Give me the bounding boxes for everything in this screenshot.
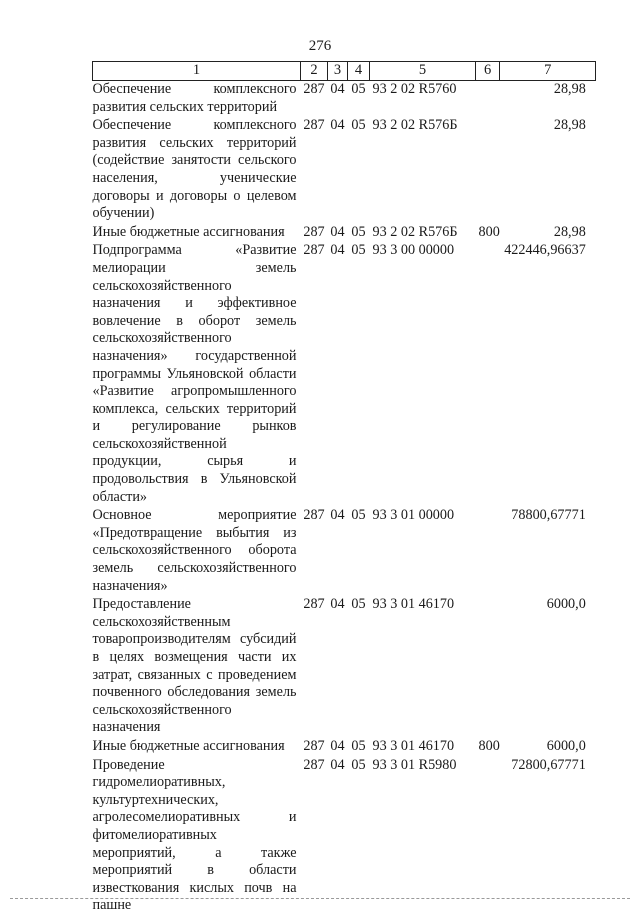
row-name: Обеспечение комплексного развития сельских территорий (содействие занятости сельского населения, ученические договоры и договоры о целевом обучении) xyxy=(92,117,297,222)
row-subsection-code: 05 xyxy=(351,596,366,613)
table-row xyxy=(93,596,596,738)
column-header: 1 xyxy=(93,62,301,81)
column-header: 3 xyxy=(328,62,348,81)
row-ministry-code: 287 xyxy=(303,117,325,134)
table-row xyxy=(93,224,596,243)
row-amount: 28,98 xyxy=(553,81,586,97)
column-header: 7 xyxy=(500,62,596,81)
column-header: 2 xyxy=(301,62,328,81)
table-row xyxy=(93,81,596,118)
row-section-code: 04 xyxy=(330,507,345,524)
row-section-code: 04 xyxy=(330,242,345,259)
row-ministry-code: 287 xyxy=(303,81,325,97)
row-expense-type xyxy=(476,596,500,738)
row-expense-type: 800 xyxy=(478,737,500,754)
row-amount: 72800,67771 xyxy=(511,756,586,773)
row-section-code: 04 xyxy=(330,81,345,97)
header-row xyxy=(93,62,596,81)
row-expense-type: 800 xyxy=(478,223,500,240)
row-expense-type xyxy=(476,117,500,224)
row-target-code: 93 2 02 R5760 xyxy=(372,81,457,97)
row-expense-type xyxy=(476,757,500,916)
row-subsection-code: 05 xyxy=(351,756,366,773)
row-name: Обеспечение комплексного развития сельских территорий xyxy=(92,81,297,115)
row-name: Иные бюджетные ассигнования xyxy=(92,223,285,240)
row-subsection-code: 05 xyxy=(351,81,366,97)
row-amount: 6000,0 xyxy=(546,596,586,613)
row-amount: 422446,96637 xyxy=(504,242,586,259)
row-target-code: 93 3 01 R5980 xyxy=(372,756,457,773)
row-subsection-code: 05 xyxy=(351,242,366,259)
row-section-code: 04 xyxy=(330,117,345,134)
row-expense-type xyxy=(476,81,500,118)
budget-table xyxy=(92,61,596,916)
row-target-code: 93 2 02 R576Б xyxy=(372,223,458,240)
column-header: 4 xyxy=(348,62,370,81)
row-ministry-code: 287 xyxy=(303,756,325,773)
row-amount: 28,98 xyxy=(553,117,586,134)
row-section-code: 04 xyxy=(330,596,345,613)
row-subsection-code: 05 xyxy=(351,117,366,134)
row-name: Основное мероприятие «Предотвращение выбытия из сельскохозяйственного оборота земель сельскохозяйственного назначения» xyxy=(92,507,297,594)
column-header: 5 xyxy=(370,62,476,81)
table-row xyxy=(93,117,596,224)
row-subsection-code: 05 xyxy=(351,507,366,524)
row-ministry-code: 287 xyxy=(303,242,325,259)
row-name: Подпрограмма «Развитие мелиорации земель сельскохозяйственного назначения и эффективное вовлечение в оборот земель сельскохозяйственного назначения» государственной программы Ульяновской области «Развитие агропромышленного комплекса, сельских территорий и регулирование рынков сельскохозяйственной продукции, сырья и продовольствия в Ульяновской области» xyxy=(92,242,297,505)
row-expense-type xyxy=(476,242,500,507)
row-name: Предоставление сельскохозяйственным товаропроизводителям субсидий в целях возмещения части их затрат, связанных с проведением почвенного обследования земель сельскохозяйственного назначения xyxy=(92,596,297,736)
row-ministry-code: 287 xyxy=(303,596,325,613)
row-target-code: 93 2 02 R576Б xyxy=(372,117,458,134)
row-ministry-code: 287 xyxy=(303,507,325,524)
row-amount: 28,98 xyxy=(553,223,586,240)
row-amount: 78800,67771 xyxy=(511,507,586,524)
row-amount: 6000,0 xyxy=(546,737,586,754)
row-section-code: 04 xyxy=(330,737,345,754)
table-row xyxy=(93,738,596,757)
row-name: Иные бюджетные ассигнования xyxy=(92,737,285,754)
row-target-code: 93 3 01 00000 xyxy=(372,507,455,524)
scan-edge-divider xyxy=(10,898,630,899)
row-ministry-code: 287 xyxy=(303,223,325,240)
row-subsection-code: 05 xyxy=(351,737,366,754)
row-target-code: 93 3 01 46170 xyxy=(372,596,455,613)
row-subsection-code: 05 xyxy=(351,223,366,240)
row-expense-type xyxy=(476,507,500,596)
row-target-code: 93 3 00 00000 xyxy=(372,242,455,259)
row-section-code: 04 xyxy=(330,223,345,240)
table-row xyxy=(93,757,596,916)
column-header: 6 xyxy=(476,62,500,81)
table-row xyxy=(93,242,596,507)
row-ministry-code: 287 xyxy=(303,737,325,754)
row-section-code: 04 xyxy=(330,756,345,773)
row-target-code: 93 3 01 46170 xyxy=(372,737,455,754)
row-name: Проведение гидромелиоративных, культуртехнических, агролесомелиоративных и фитомелиоративных мероприятий, а также мероприятий в области известкования кислых почв на пашне xyxy=(92,756,297,914)
page-number: 276 xyxy=(308,38,332,54)
table-row xyxy=(93,507,596,596)
